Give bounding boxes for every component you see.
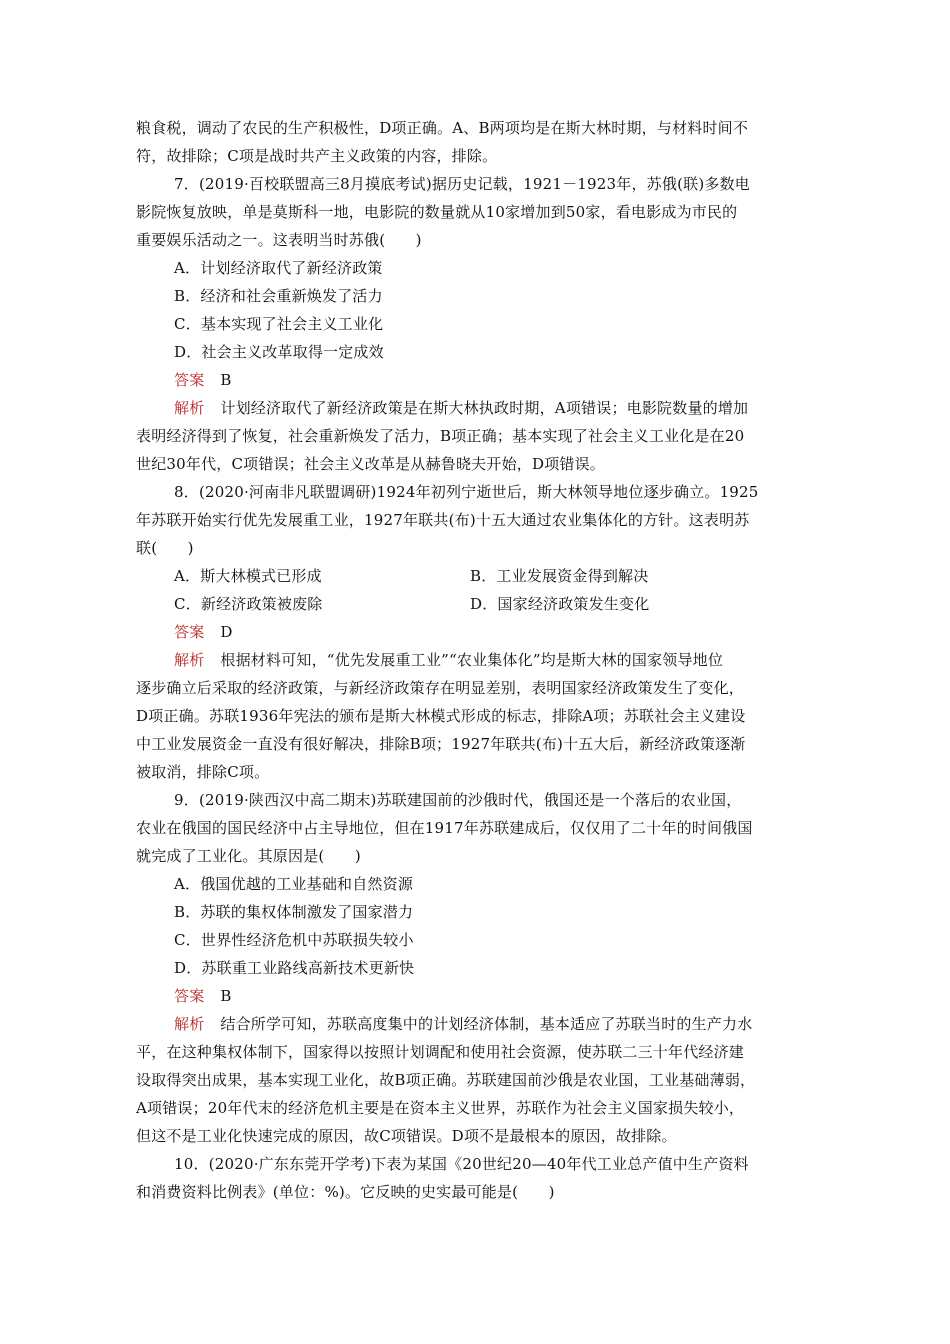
answer-line [136, 982, 816, 1010]
text-line: 联( ) [136, 539, 194, 557]
text-line: 粮食税，调动了农民的生产积极性，D项正确。A、B两项均是在斯大林时期，与材料时间不 [136, 119, 749, 137]
answer-value: B [220, 987, 232, 1005]
option-a: A．计划经济取代了新经济政策 [174, 259, 383, 277]
text-line: D项正确。苏联1936年宪法的颁布是斯大林模式形成的标志，排除A项；苏联社会主义建设 [136, 707, 746, 725]
question-8-stem: 8．(2020·河南非凡联盟调研)1924年初列宁逝世后，斯大林领导地位逐步确立。1925 [174, 483, 759, 501]
option-d: D．国家经济政策发生变化 [470, 595, 650, 613]
text-line: 和消费资料比例表》(单位：%)。它反映的史实最可能是( ) [136, 1183, 555, 1201]
answer-line [136, 366, 816, 394]
text-line: 设取得突出成果，基本实现工业化，故B项正确。苏联建国前沙俄是农业国，工业基础薄弱， [136, 1071, 756, 1089]
option-c: C．基本实现了社会主义工业化 [174, 315, 384, 333]
analysis-label: 解析 [174, 1015, 205, 1033]
text-line: 农业在俄国的国民经济中占主导地位，但在1917年苏联建成后，仅仅用了二十年的时间俄国 [136, 819, 753, 837]
option-d: D．苏联重工业路线高新技术更新快 [174, 959, 415, 977]
document-page [136, 114, 816, 1206]
text-line: 平，在这种集权体制下，国家得以按照计划调配和使用社会资源，使苏联二三十年代经济建 [136, 1043, 745, 1061]
question-7-stem: 7．(2019·百校联盟高三8月摸底考试)据历史记载，1921－1923年，苏俄(联)多数电 [174, 175, 750, 193]
option-a: A．斯大林模式已形成 [174, 567, 322, 585]
text-line: 但这不是工业化快速完成的原因，故C项错误。D项不是最根本的原因，故排除。 [136, 1127, 677, 1145]
text-line: 重要娱乐活动之一。这表明当时苏俄( ) [136, 231, 422, 249]
options-row [136, 562, 816, 590]
answer-label: 答案 [174, 371, 205, 389]
text-line: 中工业发展资金一直没有很好解决，排除B项；1927年联共(布)十五大后，新经济政策逐渐 [136, 735, 746, 753]
option-b: B．苏联的集权体制激发了国家潜力 [174, 903, 414, 921]
options-row [136, 590, 816, 618]
answer-line [136, 618, 816, 646]
answer-value: B [220, 371, 232, 389]
analysis-line [136, 1010, 816, 1038]
text-line: A项错误；20年代末的经济危机主要是在资本主义世界，苏联作为社会主义国家损失较小， [136, 1099, 745, 1117]
analysis-text: 根据材料可知，“优先发展重工业”“农业集体化”均是斯大林的国家领导地位 [220, 651, 724, 669]
option-c: C．世界性经济危机中苏联损失较小 [174, 931, 414, 949]
text-line: 就完成了工业化。其原因是( ) [136, 847, 361, 865]
analysis-text: 结合所学可知，苏联高度集中的计划经济体制，基本适应了苏联当时的生产力水 [220, 1015, 753, 1033]
option-d: D．社会主义改革取得一定成效 [174, 343, 384, 361]
text-line: 符，故排除；C项是战时共产主义政策的内容，排除。 [136, 147, 498, 165]
analysis-label: 解析 [174, 399, 205, 417]
option-b: B．工业发展资金得到解决 [470, 567, 649, 585]
answer-label: 答案 [174, 623, 205, 641]
question-9-stem: 9．(2019·陕西汉中高二期末)苏联建国前的沙俄时代，俄国还是一个落后的农业国， [174, 791, 742, 809]
option-a: A．俄国优越的工业基础和自然资源 [174, 875, 414, 893]
text-line: 被取消，排除C项。 [136, 763, 270, 781]
question-10-stem: 10．(2020·广东东莞开学考)下表为某国《20世纪20—40年代工业总产值中生产资料 [174, 1155, 749, 1173]
answer-value: D [220, 623, 233, 641]
option-b: B．经济和社会重新焕发了活力 [174, 287, 383, 305]
text-line: 世纪30年代，C项错误；社会主义改革是从赫鲁晓夫开始，D项错误。 [136, 455, 605, 473]
option-c: C．新经济政策被废除 [174, 595, 323, 613]
analysis-line [136, 646, 816, 674]
analysis-label: 解析 [174, 651, 205, 669]
analysis-text: 计划经济取代了新经济政策是在斯大林执政时期，A项错误；电影院数量的增加 [220, 399, 749, 417]
text-line: 表明经济得到了恢复，社会重新焕发了活力，B项正确；基本实现了社会主义工业化是在20 [136, 427, 745, 445]
answer-label: 答案 [174, 987, 205, 1005]
text-line: 年苏联开始实行优先发展重工业，1927年联共(布)十五大通过农业集体化的方针。这表明苏 [136, 511, 750, 529]
text-line: 逐步确立后采取的经济政策，与新经济政策存在明显差别，表明国家经济政策发生了变化， [136, 679, 745, 697]
analysis-line [136, 394, 816, 422]
text-line: 影院恢复放映，单是莫斯科一地，电影院的数量就从10家增加到50家，看电影成为市民的 [136, 203, 738, 221]
